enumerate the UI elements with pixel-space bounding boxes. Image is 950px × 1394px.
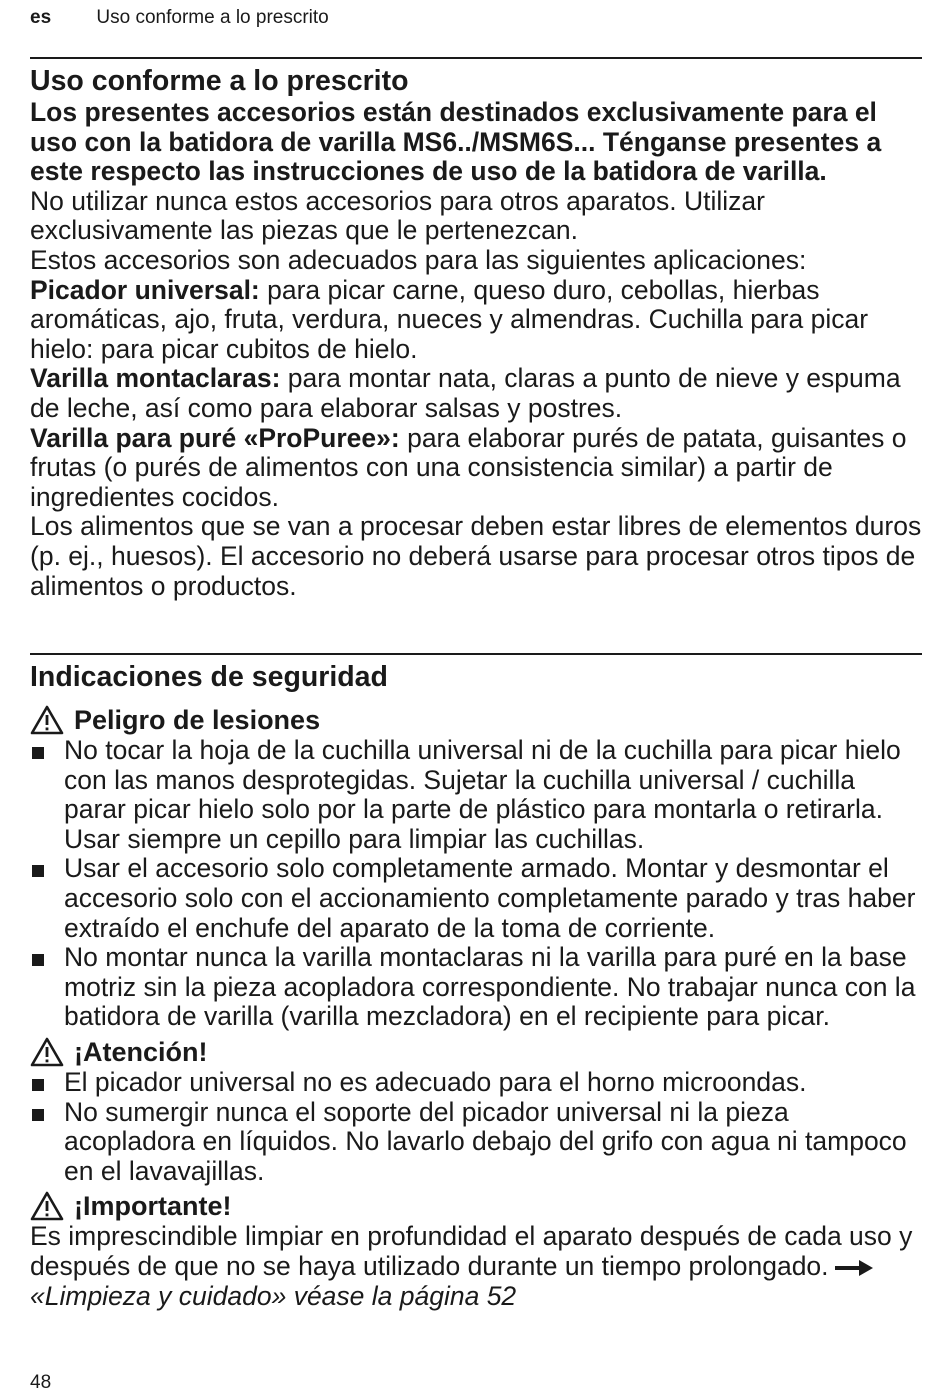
bullet-square-icon <box>32 747 44 759</box>
food-requirements-paragraph: Los alimentos que se van a procesar deben estar libres de elementos duros (p. ej., huesos). El accesorio no deberá usarse para procesar otros tipos de alimentos o productos. <box>30 511 922 601</box>
bullet-square-icon <box>32 1079 44 1091</box>
cross-reference-link[interactable]: «Limpieza y cuidado» véase la página 52 <box>30 1280 517 1311</box>
header-title: Uso conforme a lo prescrito <box>96 7 329 28</box>
section-heading: Indicaciones de seguridad <box>30 661 388 693</box>
section-safety <box>30 660 922 1311</box>
list-item: No sumergir nunca el soporte del picador universal ni la pieza acopladora en líquidos. No lavarlo debajo del grifo con agua ni tampoco en el lavavajillas. <box>30 1098 922 1187</box>
danger-heading <box>30 704 922 736</box>
warning-triangle-icon <box>30 705 64 735</box>
application-universal-chopper <box>30 276 922 365</box>
warning-triangle-icon <box>30 1037 64 1067</box>
application-whisk <box>30 364 922 423</box>
danger-list <box>30 736 922 1032</box>
list-item: Usar el accesorio solo completamente armado. Montar y desmontar el accesorio solo con el accionamiento completamente parado y tras haber extraído el enchufe del aparato de la toma de corriente. <box>30 854 922 943</box>
applications-intro: Estos accesorios son adecuados para las siguientes aplicaciones: <box>30 244 807 275</box>
application-text: para montar nata, claras a punto de nieve y espuma de leche, así como para elaborar salsas y postres. <box>30 363 901 423</box>
page-number: 48 <box>30 1372 52 1393</box>
application-puree-masher <box>30 424 922 513</box>
important-title: ¡Importante! <box>74 1191 232 1222</box>
bullet-square-icon <box>32 1109 44 1121</box>
application-text: para elaborar purés de patata, guisantes o frutas (o purés de alimentos con una consistencia similar) a partir de ingredientes cocidos. <box>30 422 907 512</box>
application-label: Varilla para puré «ProPuree»: <box>30 422 400 453</box>
intro-paragraph: Los presentes accesorios están destinados exclusivamente para el uso con la batidora de varilla MS6../MSM6S... Ténganse presentes a este respecto las instrucciones de uso de la batidora de varilla. <box>30 97 882 187</box>
arrow-right-icon <box>835 1258 875 1278</box>
usage-restriction-paragraph: No utilizar nunca estos accesorios para otros aparatos. Utilizar exclusivamente las piezas que le pertenezcan. <box>30 185 765 246</box>
warning-triangle-icon <box>30 1191 64 1221</box>
application-text: para picar carne, queso duro, cebollas, hierbas aromáticas, ajo, fruta, verdura, nueces y almendras. Cuchilla para picar hielo: para picar cubitos de hielo. <box>30 274 869 364</box>
section-intended-use <box>30 64 922 601</box>
danger-title: Peligro de lesiones <box>74 705 321 735</box>
section-heading: Uso conforme a lo prescrito <box>30 65 409 97</box>
bullet-square-icon <box>32 865 44 877</box>
list-item: No montar nunca la varilla montaclaras ni la varilla para puré en la base motriz sin la pieza acopladora correspondiente. No trabajar nunca con la batidora de varilla (varilla mezcladora) en el recipiente para picar. <box>30 943 922 1032</box>
bullet-square-icon <box>32 954 44 966</box>
attention-heading <box>30 1036 922 1068</box>
section-divider <box>30 57 922 59</box>
section-divider <box>30 653 922 655</box>
attention-title: ¡Atención! <box>74 1036 208 1067</box>
application-label: Picador universal: <box>30 274 260 305</box>
attention-list <box>30 1068 922 1186</box>
application-label: Varilla montaclaras: <box>30 363 281 394</box>
language-code: es <box>30 7 52 28</box>
page-header <box>30 7 329 29</box>
list-item: El picador universal no es adecuado para el horno microondas. <box>30 1068 922 1098</box>
list-item: No tocar la hoja de la cuchilla universal ni de la cuchilla para picar hielo con las manos desprotegidas. Sujetar la cuchilla universal / cuchilla parar picar hielo solo por la parte de plástico para montarla o retirarla. Usar siempre un cepillo para limpiar las cuchillas. <box>30 736 922 854</box>
important-heading <box>30 1190 922 1222</box>
important-paragraph: Es imprescindible limpiar en profundidad el aparato después de cada uso y después de que no se haya utilizado durante un tiempo prolongado.«Limpieza y cuidado» véase la página 52 <box>30 1221 913 1311</box>
